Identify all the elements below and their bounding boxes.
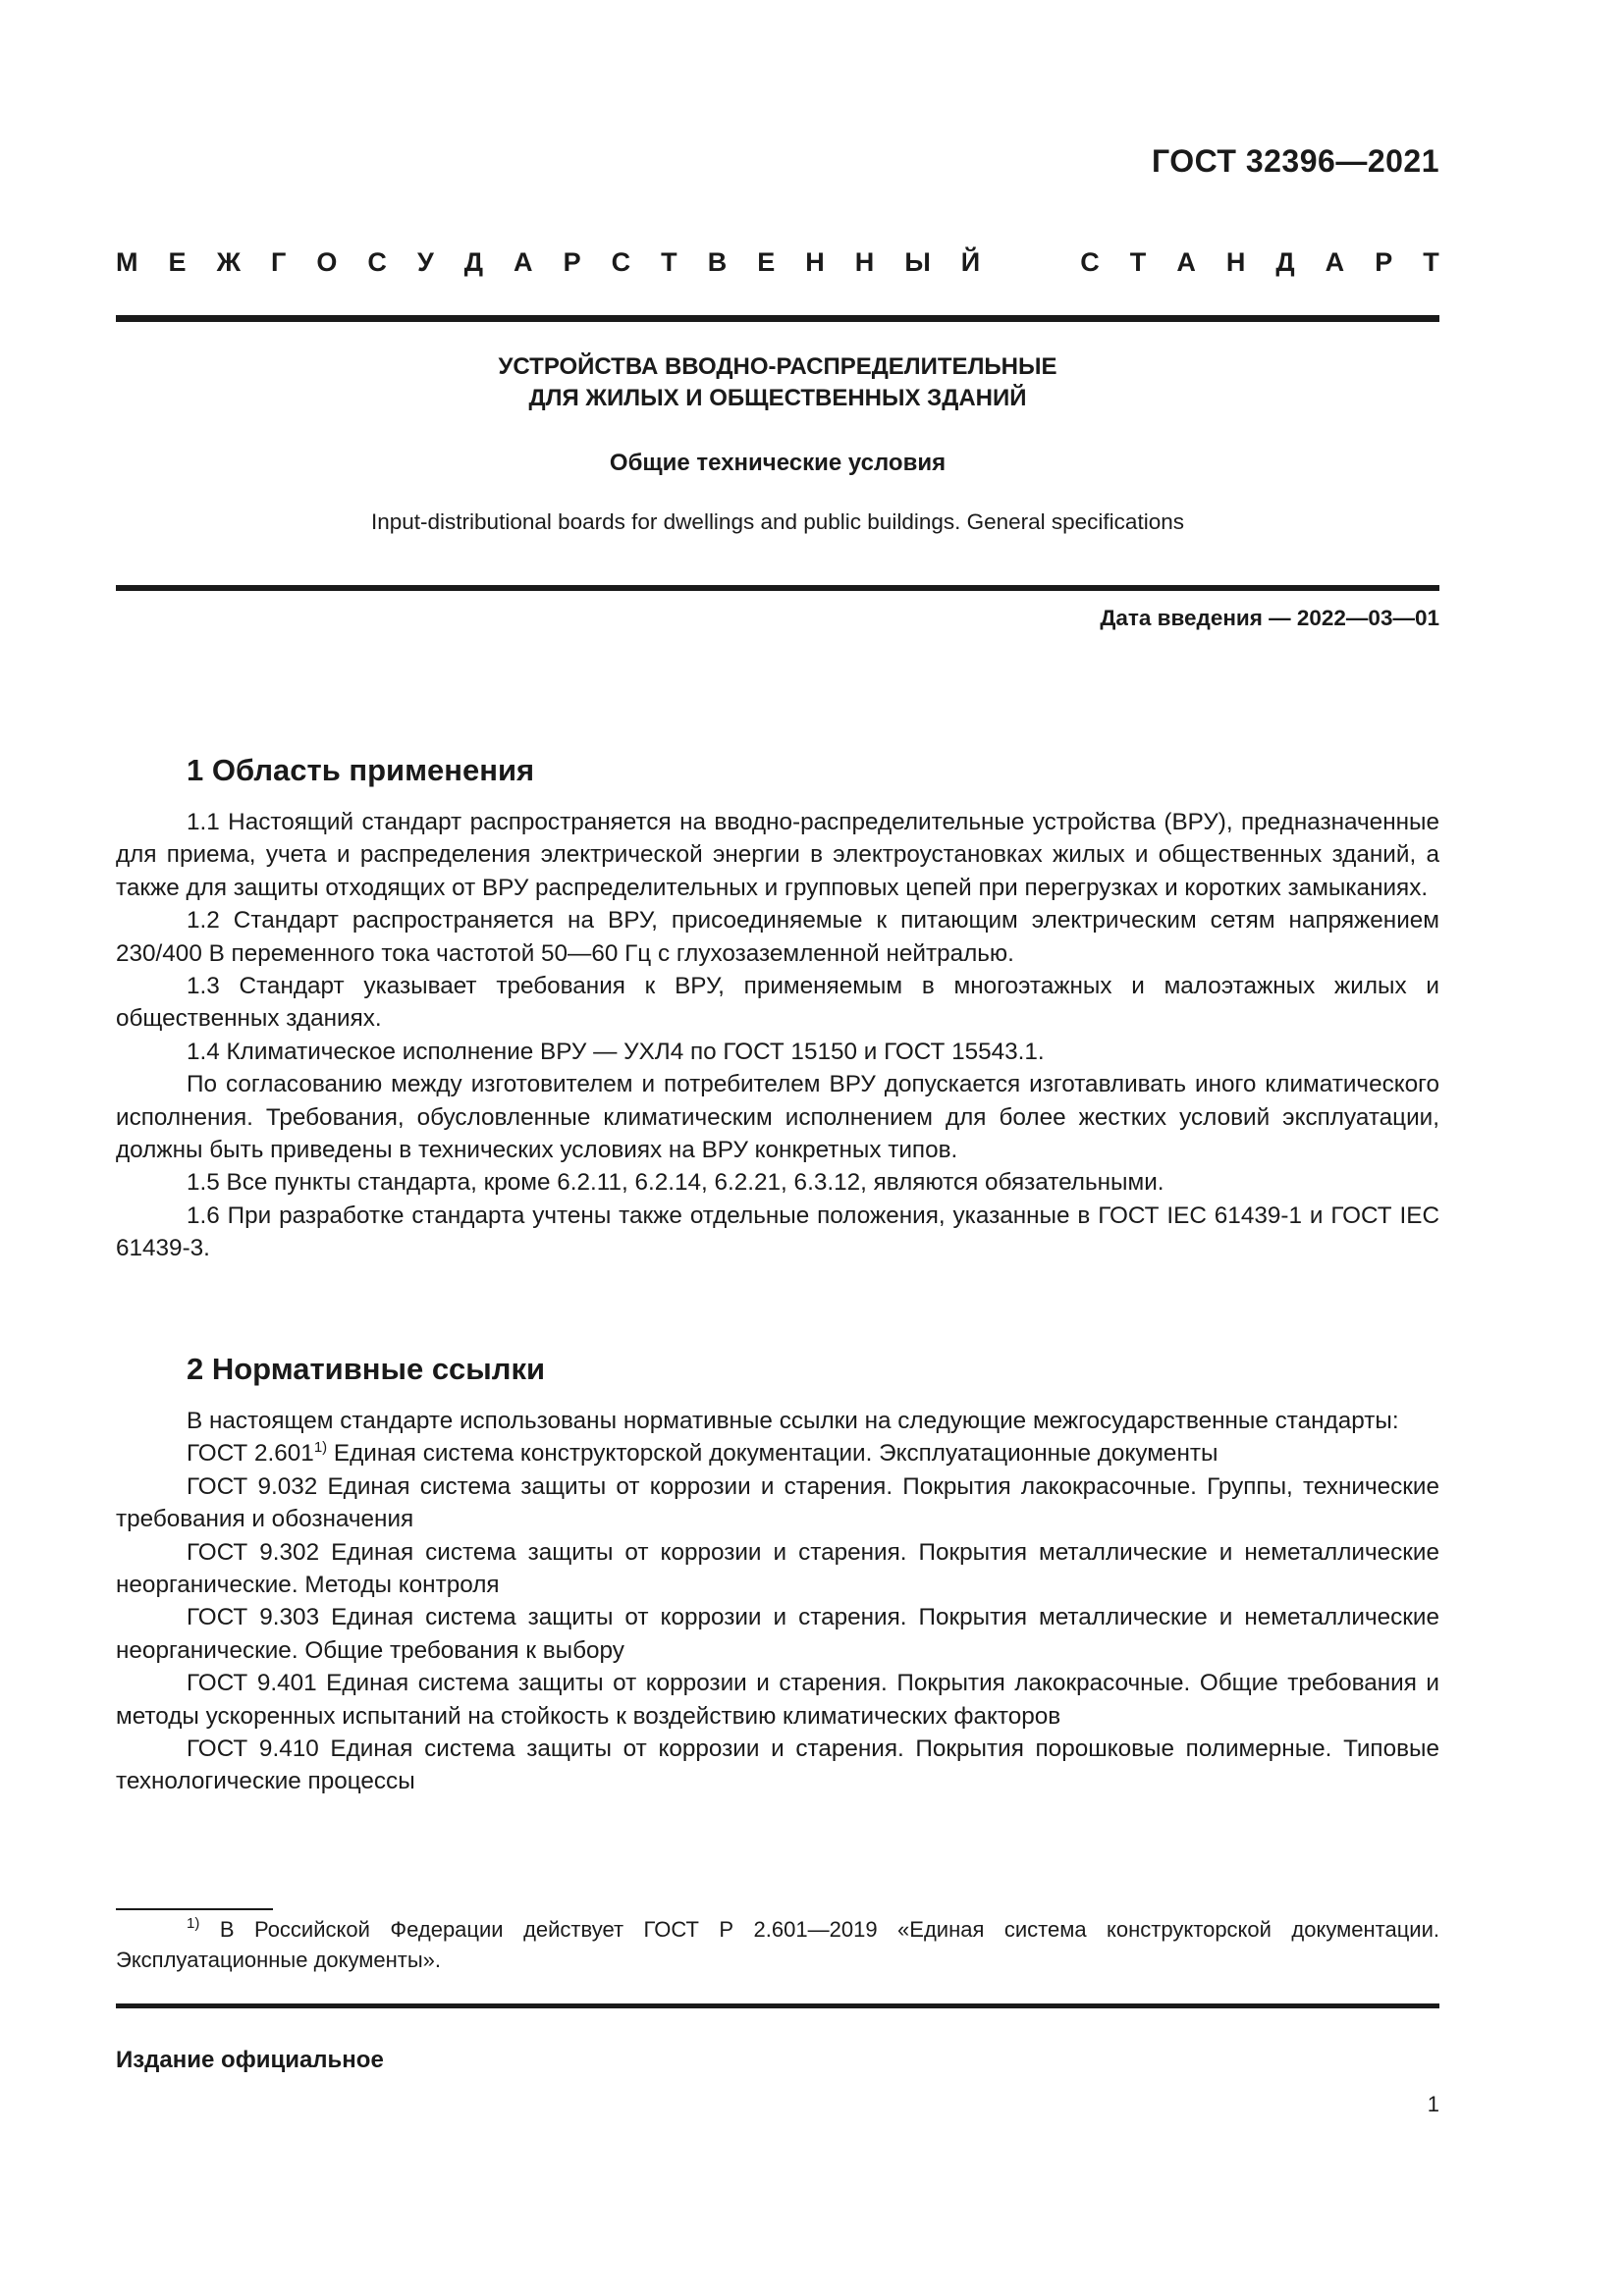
- title-line-1: УСТРОЙСТВА ВВОДНО-РАСПРЕДЕЛИТЕЛЬНЫЕ: [498, 353, 1057, 380]
- paragraph: 1.2 Стандарт распространяется на ВРУ, присоединяемые к питающим электрическим сетям напряжением 230/400 В переменного тока частотой 50—60 Гц с глухозаземленной нейтралью.: [116, 907, 1439, 967]
- title-block: [116, 351, 1439, 535]
- paragraph: 1.4 Климатическое исполнение ВРУ — УХЛ4 по ГОСТ 15150 и ГОСТ 15543.1.: [187, 1038, 1045, 1065]
- introduction-date: Дата введения — 2022—03—01: [1100, 606, 1439, 630]
- section-heading-scope: 1 Область применения: [187, 753, 535, 787]
- section-heading-references: 2 Нормативные ссылки: [187, 1352, 546, 1386]
- edition-label: Издание официальное: [116, 2047, 384, 2073]
- reference-item: ГОСТ 2.601$^{1)}$ Единая система конструкторской документации. Эксплуатационные документы: [187, 1439, 1218, 1468]
- title-line-2: ДЛЯ ЖИЛЫХ И ОБЩЕСТВЕННЫХ ЗДАНИЙ: [528, 385, 1027, 411]
- footnote-marker: 1): [187, 1915, 200, 1932]
- interstate-standard-banner: М Е Ж Г О С У Д А Р С Т В Е Н Н Ы Й С Т А Н Д А Р Т: [116, 247, 1439, 277]
- reference-item: ГОСТ 9.303 Единая система защиты от коррозии и старения. Покрытия металлические и неметаллические неорганические. Общие требования к выбору: [116, 1604, 1439, 1664]
- footnote: $^{1)}$ В Российской Федерации действует ГОСТ Р 2.601—2019 «Единая система конструкторской документации. Эксплуатационные документы».: [116, 1915, 1439, 1972]
- section-scope: [116, 751, 1439, 1265]
- paragraph: 1.1 Настоящий стандарт распространяется на вводно-распределительные устройства (ВРУ), предназначенные для приема, учета и распределения электрической энергии в электроустановках жилых и общественных зданий, а также для защиты отходящих от ВРУ распределительных и групповых цепей при перегрузках и коротких замыканиях.: [116, 809, 1439, 901]
- reference-item: ГОСТ 9.401 Единая система защиты от коррозии и старения. Покрытия лакокрасочные. Общие требования и методы ускоренных испытаний на стойкость к воздействию климатических факторов: [116, 1670, 1439, 1730]
- section-normative-references: [116, 1350, 1439, 1798]
- reference-item: ГОСТ 9.410 Единая система защиты от коррозии и старения. Покрытия порошковые полимерные. Типовые технологические процессы: [116, 1735, 1439, 1795]
- paragraph: 1.5 Все пункты стандарта, кроме 6.2.11, 6.2.14, 6.2.21, 6.3.12, являются обязательными.: [187, 1169, 1164, 1197]
- title-divider: [116, 585, 1439, 591]
- footer-divider: [116, 2003, 1439, 2008]
- paragraph: 1.3 Стандарт указывает требования к ВРУ, применяемым в многоэтажных и малоэтажных жилых и общественных зданиях.: [116, 973, 1439, 1033]
- footnote-divider: [116, 1908, 273, 1910]
- footnote-marker: 1): [313, 1439, 328, 1457]
- subtitle: Общие технические условия: [609, 450, 947, 476]
- reference-item: ГОСТ 9.302 Единая система защиты от коррозии и старения. Покрытия металлические и неметаллические неорганические. Методы контроля: [116, 1538, 1439, 1599]
- standard-number: ГОСТ 32396—2021: [1151, 143, 1439, 179]
- english-title: Input-distributional boards for dwellings and public buildings. General specifications: [371, 509, 1184, 534]
- paragraph: По согласованию между изготовителем и потребителем ВРУ допускается изготавливать иного климатического исполнения. Требования, обусловленные климатическим исполнением для более жестких условий эксплуатации, должны быть приведены в технических условиях на ВРУ конкретных типов.: [116, 1071, 1439, 1164]
- reference-item: ГОСТ 9.032 Единая система защиты от коррозии и старения. Покрытия лакокрасочные. Группы, технические требования и обозначения: [116, 1472, 1439, 1533]
- paragraph: В настоящем стандарте использованы нормативные ссылки на следующие межгосударственные стандарты:: [187, 1408, 1399, 1434]
- paragraph: 1.6 При разработке стандарта учтены также отдельные положения, указанные в ГОСТ IEC 61439-1 и ГОСТ IEC 61439-3.: [116, 1201, 1439, 1262]
- page-number: 1: [1427, 2092, 1439, 2116]
- header-divider: [116, 315, 1439, 322]
